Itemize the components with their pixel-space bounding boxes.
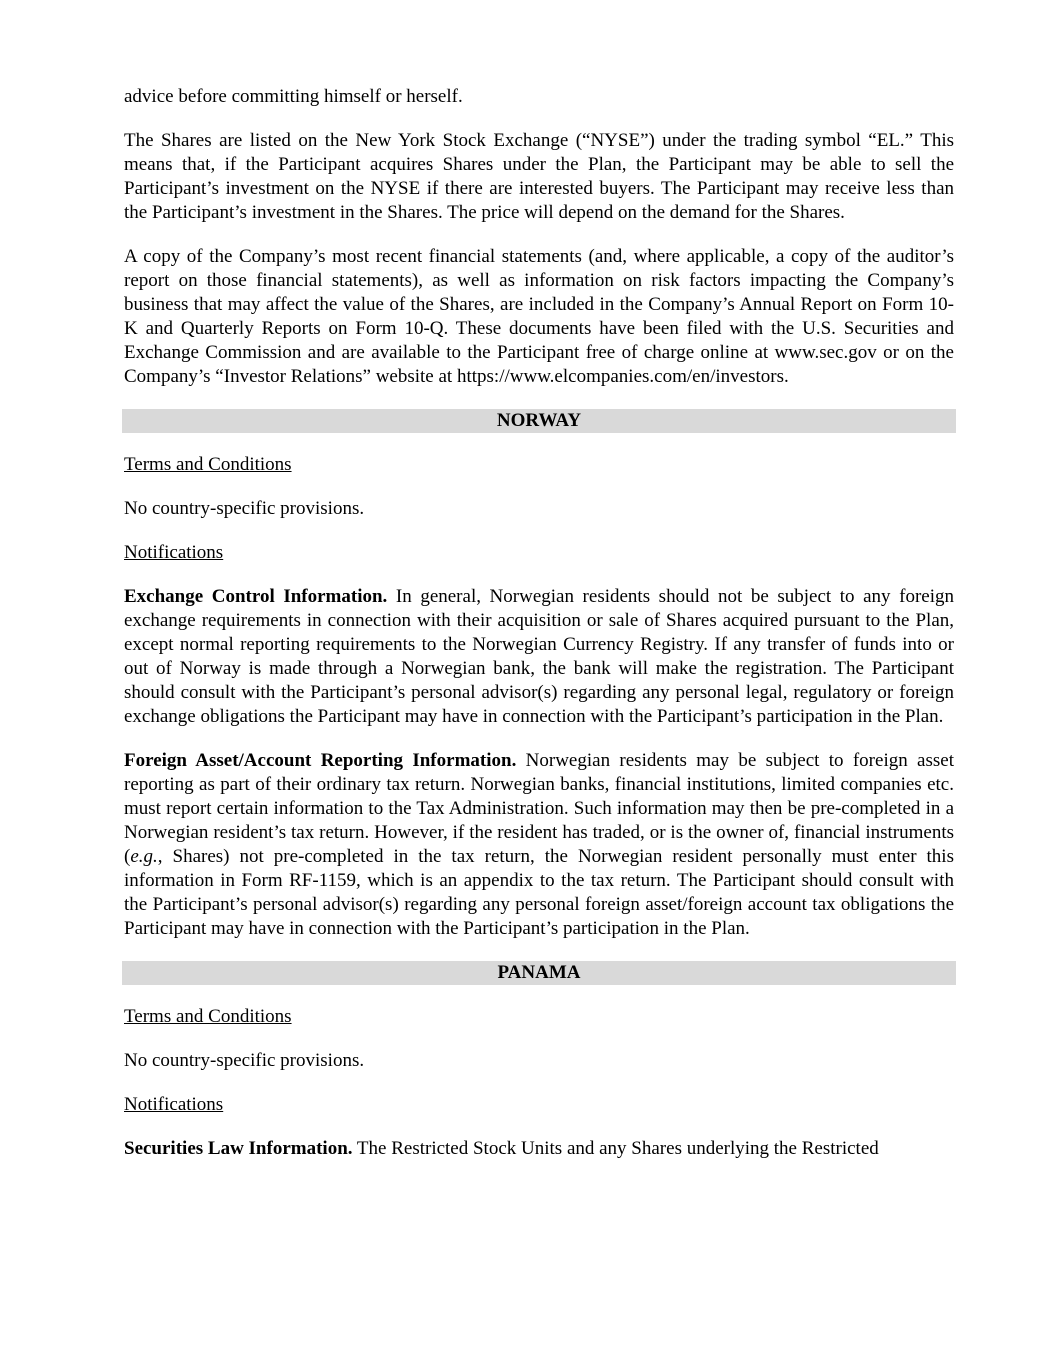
foreign-asset-body-part-1: Norwegian residents may be subject to foreign asset reporting as part of their ordinary tax return. Norwegian banks, financial institutions, limited companies etc. must report certain information to the Tax Administration. Such information may then be pre-completed in a Norwegian resident’s tax return. However, if the resident has traded, or is the owner of, financial instruments ( <box>124 750 954 867</box>
securities-law-title: Securities Law Information. <box>124 1138 353 1159</box>
exchange-control-body: In general, Norwegian residents should not be subject to any foreign exchange requirements in connection with their acquisition or sale of Shares acquired pursuant to the Plan, except normal reporting requirements to the Norwegian Currency Registry. If any transfer of funds into or out of Norway is made through a Norwegian bank, the bank will make the registration. The Participant should consult with the Participant’s personal advisor(s) regarding any personal legal, regulatory or foreign exchange obligations the Participant may have in connection with the Participant’s participation in the Plan. <box>124 586 954 727</box>
intro-paragraph-2: The Shares are listed on the New York Stock Exchange (“NYSE”) under the trading symbol “EL.” This means that, if the Participant acquires Shares under the Plan, the Participant may be able to sell the Participant’s investment on the NYSE if there are interested buyers. The Participant may receive less than the Participant’s investment in the Shares. The price will depend on the demand for the Shares. <box>124 130 954 223</box>
panama-notifications-heading <box>124 1093 954 1117</box>
intro-paragraph-3 <box>124 245 954 389</box>
norway-notifications-heading-text: Notifications <box>124 542 224 563</box>
norway-terms-heading <box>124 453 954 477</box>
norway-exchange-control-paragraph <box>124 585 954 729</box>
document-page <box>124 85 954 1181</box>
intro-paragraph-1: advice before committing himself or herself. <box>124 86 463 107</box>
norway-notifications-heading <box>124 541 954 565</box>
panama-terms-body: No country-specific provisions. <box>124 1050 365 1071</box>
section-banner-panama: PANAMA <box>122 961 956 985</box>
norway-terms-body: No country-specific provisions. <box>124 498 365 519</box>
foreign-asset-eg: e.g. <box>130 846 158 867</box>
securities-law-body: The Restricted Stock Units and any Shares underlying the Restricted <box>352 1138 879 1159</box>
foreign-asset-body-part-2: , Shares) not pre-completed in the tax return, the Norwegian resident personally must enter this information in Form RF-1159, which is an appendix to the tax return. The Participant should consult with the Participant’s personal advisor(s) regarding any personal foreign asset/foreign account tax obligations the Participant may have in connection with the Participant’s participation in the Plan. <box>124 846 954 939</box>
foreign-asset-title: Foreign Asset/Account Reporting Information. <box>124 750 517 771</box>
panama-securities-law-paragraph <box>124 1137 954 1161</box>
section-banner-norway: NORWAY <box>122 409 956 433</box>
norway-terms-heading-text: Terms and Conditions <box>124 454 292 475</box>
norway-foreign-asset-paragraph <box>124 749 954 941</box>
panama-terms-heading <box>124 1005 954 1029</box>
panama-notifications-heading-text: Notifications <box>124 1094 224 1115</box>
exchange-control-title: Exchange Control Information. <box>124 586 388 607</box>
intro-paragraph-3-text: A copy of the Company’s most recent financial statements (and, where applicable, a copy of the auditor’s report on those financial statements), as well as information on risk factors impacting the Company’s business that may affect the value of the Shares, are included in the Company’s Annual Report on Form 10-K and Quarterly Reports on Form 10-Q. These documents have been filed with the U.S. Securities and Exchange Commission and are available to the Participant free of charge online at www.sec.gov or on the Company’s “Investor Relations” website at <box>124 246 954 387</box>
investor-relations-url: https://www.elcompanies.com/en/investors. <box>456 366 789 387</box>
panama-terms-heading-text: Terms and Conditions <box>124 1006 292 1027</box>
